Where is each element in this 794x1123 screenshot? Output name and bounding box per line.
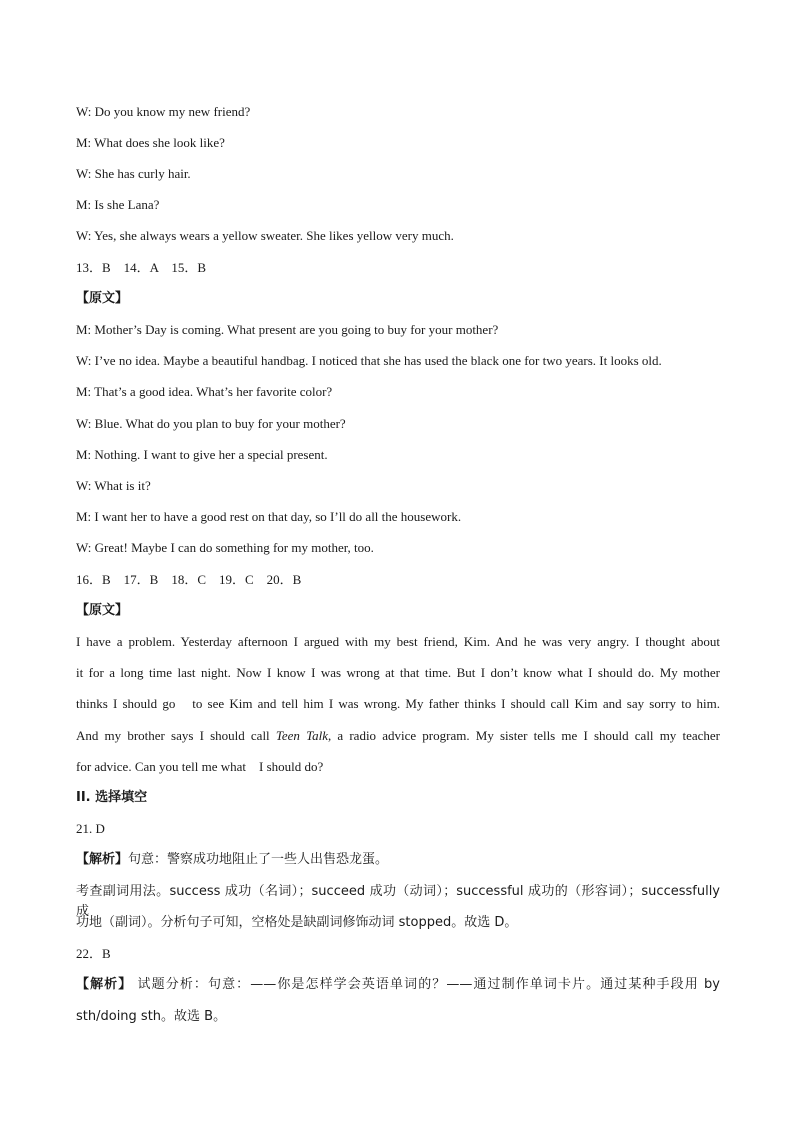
dialogue2-line: W: I’ve no idea. Maybe a beautiful handbag. I noticed that she has used the black one for two years. It looks old. bbox=[76, 353, 662, 368]
dialogue2-line: M: Nothing. I want to give her a special present. bbox=[76, 447, 328, 462]
passage-text: , a radio advice program. My sister tells me I should call my teacher bbox=[328, 728, 720, 743]
dialogue1-line: W: She has curly hair. bbox=[76, 166, 191, 181]
question-21-explanation: 考查副词用法。success 成功（名词）；succeed 成功（动词）；successful 成功的（形容词）；successfully 成 bbox=[76, 884, 720, 919]
dialogue2-line: M: That’s a good idea. What’s her favorite color? bbox=[76, 384, 333, 399]
analysis-text: 试题分析：句意：——你是怎样学会英语单词的？——通过制作单词卡片。通过某种手段用 by bbox=[132, 977, 720, 992]
analysis-text: 句意：警察成功地阻止了一些人出售恐龙蛋。 bbox=[128, 852, 389, 867]
dialogue2-line: W: Blue. What do you plan to buy for your mother? bbox=[76, 416, 346, 431]
section-title: II. 选择填空 bbox=[76, 790, 148, 805]
analysis-label: 【解析】 bbox=[76, 977, 133, 992]
dialogue1-line: M: Is she Lana? bbox=[76, 197, 160, 212]
question-21-analysis bbox=[76, 850, 720, 870]
original-text-label: 【原文】 bbox=[76, 603, 129, 618]
passage-line bbox=[76, 726, 720, 746]
question-21-answer: 21. D bbox=[76, 821, 105, 836]
question-21-explanation: 功地（副词）。分析句子可知，空格处是缺副词修饰动词 stopped。故选 D。 bbox=[76, 915, 518, 930]
passage-line: for advice. Can you tell me what I should do? bbox=[76, 759, 324, 774]
dialogue1-line: M: What does she look like? bbox=[76, 135, 225, 150]
dialogue1-line: W: Yes, she always wears a yellow sweater. She likes yellow very much. bbox=[76, 228, 454, 243]
program-name: Teen Talk bbox=[275, 728, 328, 743]
answers-13-15: 13．B 14．A 15．B bbox=[76, 260, 207, 275]
analysis-label: 【解析】 bbox=[76, 852, 129, 867]
question-22-analysis: sth/doing sth。故选 B。 bbox=[76, 1009, 227, 1024]
original-text-label: 【原文】 bbox=[76, 291, 129, 306]
passage-line: it for a long time last night. Now I know I was wrong at that time. But I don’t know what I should do. My mother bbox=[76, 665, 720, 680]
passage-line: thinks I should go to see Kim and tell him I was wrong. My father thinks I should call Kim and say sorry to him. bbox=[76, 696, 720, 711]
passage-text: And my brother says I should call bbox=[76, 728, 276, 743]
dialogue1-line: W: Do you know my new friend? bbox=[76, 104, 251, 119]
dialogue2-line: W: What is it? bbox=[76, 478, 151, 493]
question-22-analysis bbox=[76, 975, 720, 995]
passage-line: I have a problem. Yesterday afternoon I argued with my best friend, Kim. And he was very angry. I thought about bbox=[76, 634, 720, 649]
answers-16-20: 16．B 17．B 18．C 19．C 20．B bbox=[76, 572, 302, 587]
dialogue2-line: W: Great! Maybe I can do something for my mother, too. bbox=[76, 540, 374, 555]
dialogue2-line: M: Mother’s Day is coming. What present are you going to buy for your mother? bbox=[76, 322, 499, 337]
dialogue2-line: M: I want her to have a good rest on that day, so I’ll do all the housework. bbox=[76, 509, 462, 524]
question-22-answer: 22．B bbox=[76, 946, 111, 961]
